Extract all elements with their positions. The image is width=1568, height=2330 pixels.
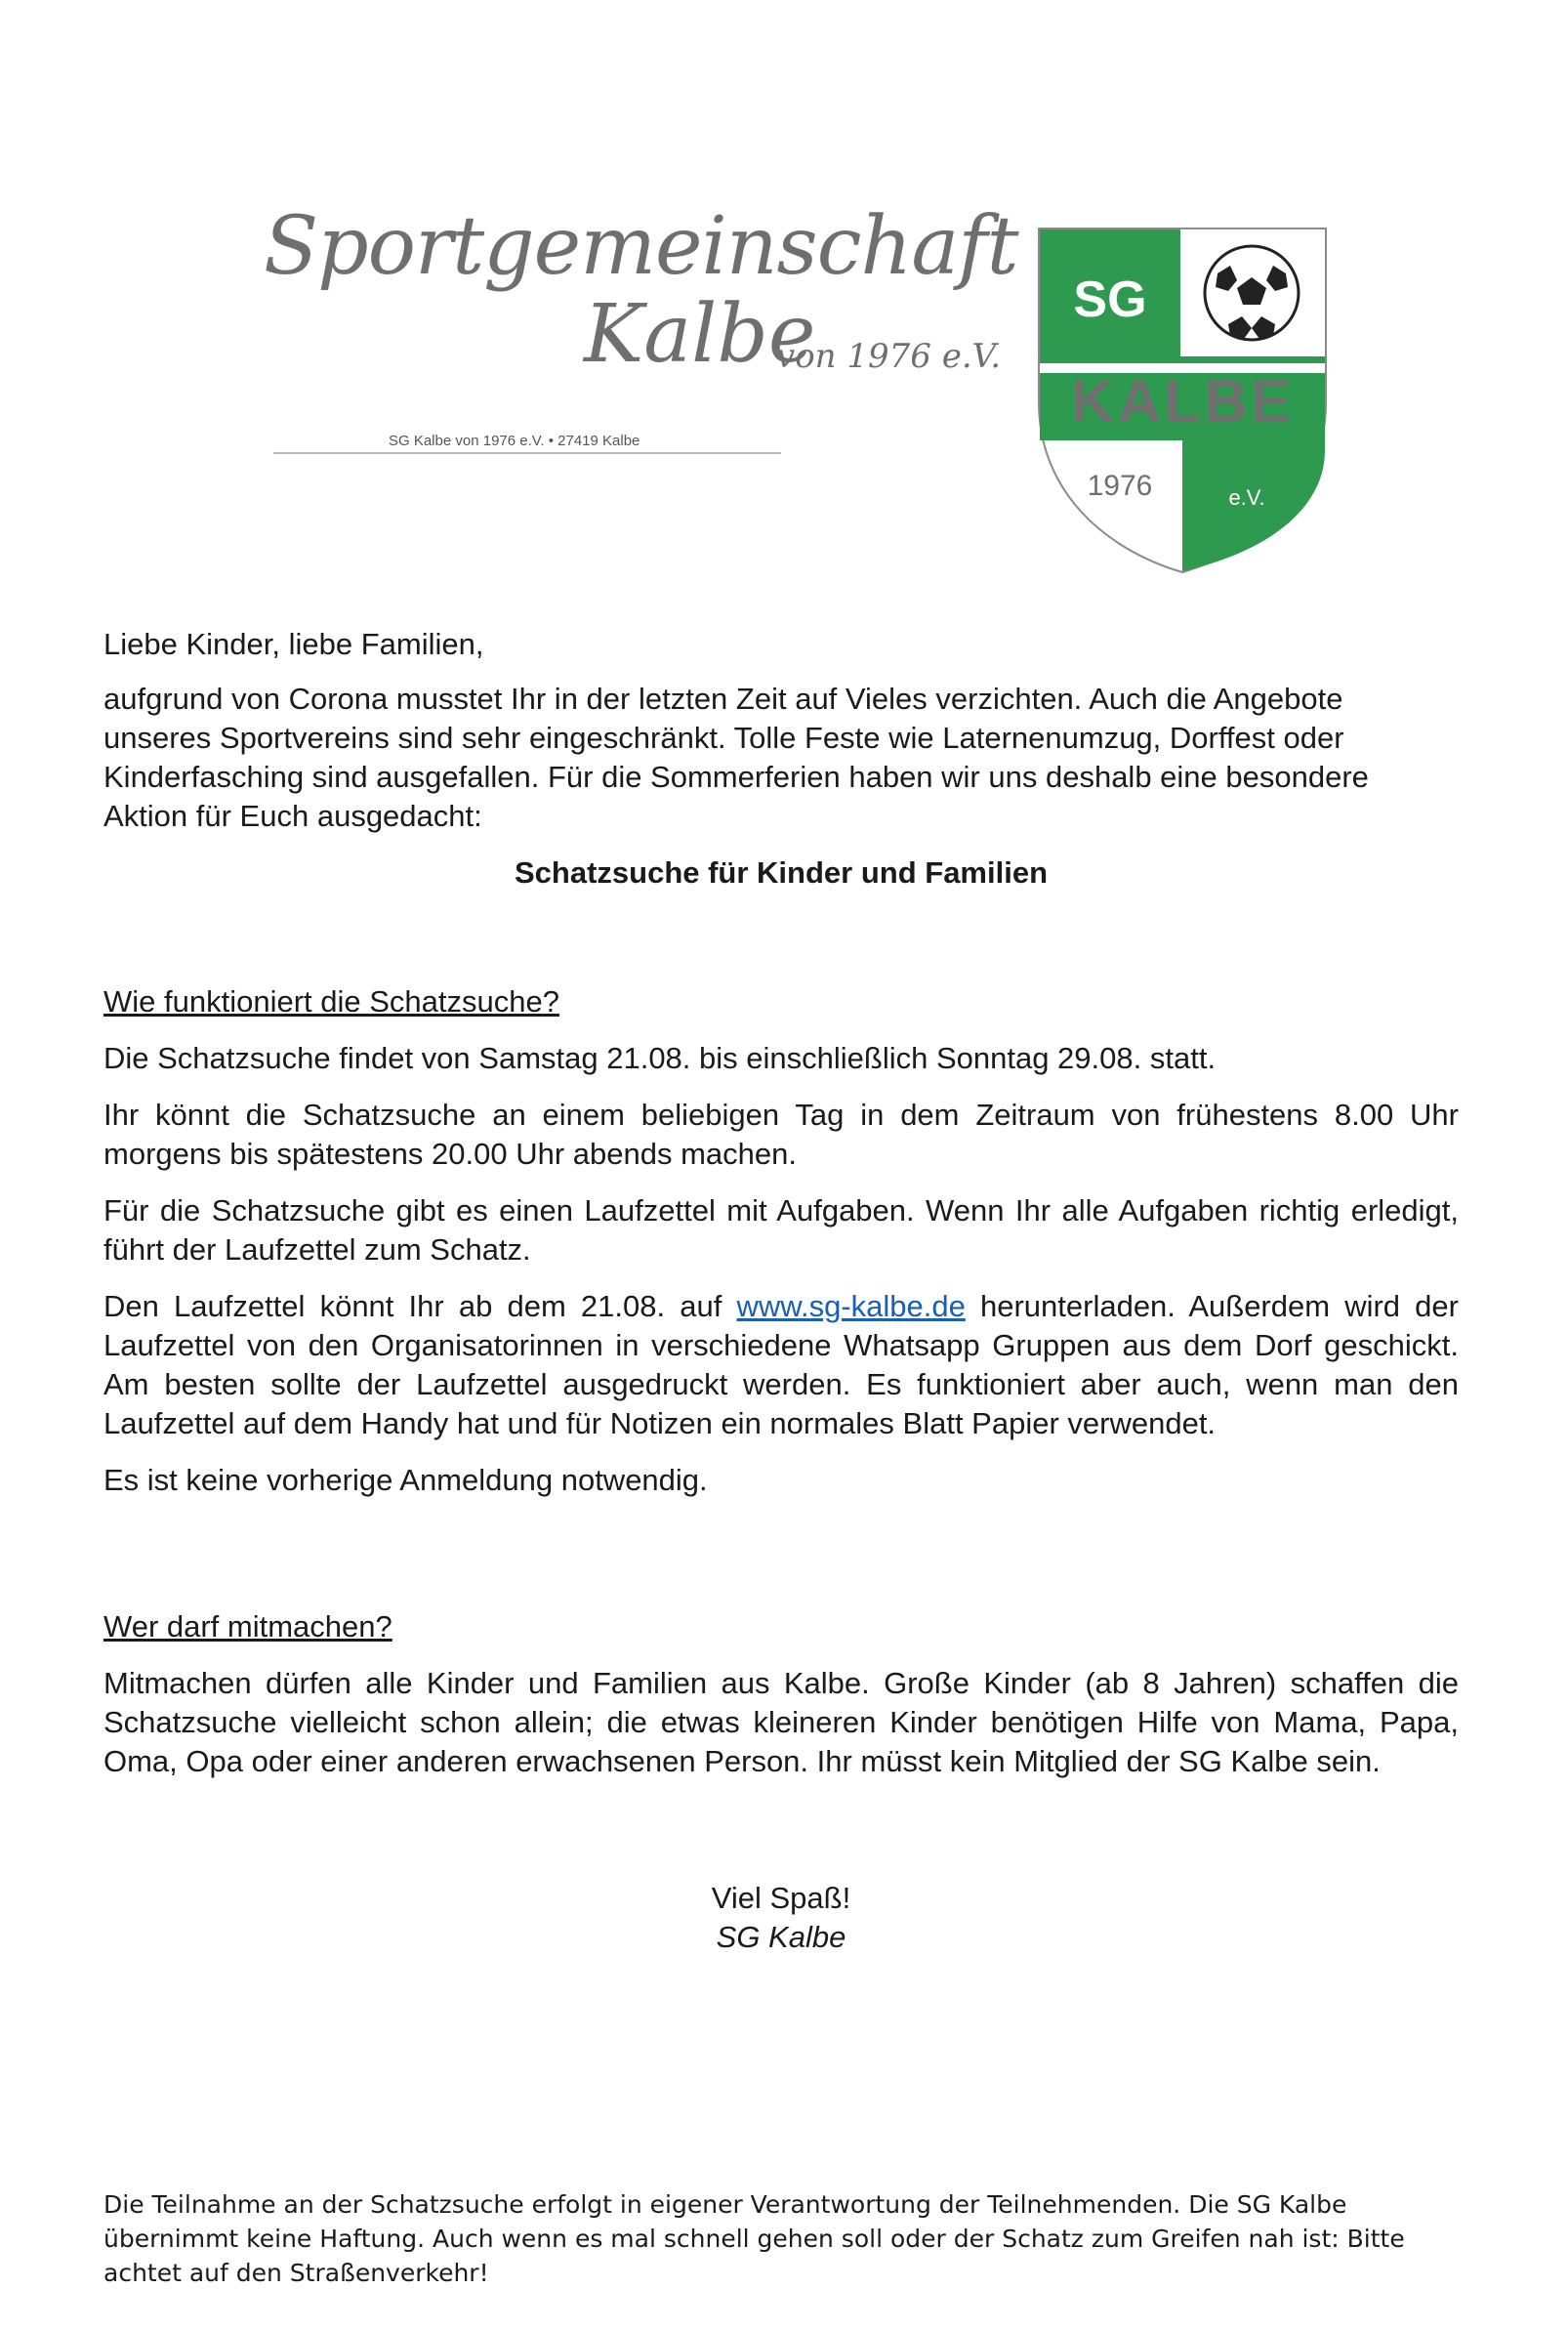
disclaimer-footer: Die Teilnahme an der Schatzsuche erfolgt in eigener Verantwortung der Teilnehmenden. Die SG Kalbe übernimmt keine Haftung. Auch wenn es mal schnell gehen soll oder der Schatz zum Greifen nah ist: Bitte achtet auf den Straßenverkehr!	[103, 2190, 1405, 2287]
letterhead-address: SG Kalbe von 1976 e.V. • 27419 Kalbe	[389, 433, 640, 449]
club-crest-logo	[1037, 227, 1328, 574]
brand-name-line2: Kalbe	[584, 288, 816, 381]
section-how-tasks: Für die Schatzsuche gibt es einen Laufzettel mit Aufgaben. Wenn Ihr alle Aufgaben richtig erledigt, führt der Laufzettel zum Schatz.	[103, 1193, 1459, 1267]
section-how-heading: Wie funktioniert die Schatzsuche?	[103, 984, 559, 1019]
section-how-dates: Die Schatzsuche findet von Samstag 21.08. bis einschließlich Sonntag 29.08. statt.	[103, 1041, 1217, 1075]
signoff	[103, 1879, 1459, 1957]
event-headline: Schatzsuche für Kinder und Familien	[514, 855, 1049, 890]
closing-text: Viel Spaß!	[711, 1881, 851, 1915]
letterhead-divider	[273, 452, 781, 454]
letterhead-brand	[264, 200, 1018, 464]
crest-suffix: e.V.	[1228, 485, 1265, 510]
download-text-before: Den Laufzettel könnt Ihr ab dem 21.08. auf	[103, 1289, 737, 1323]
crest-svg	[1037, 227, 1328, 574]
football-icon	[1205, 246, 1299, 340]
section-who-paragraph: Mitmachen dürfen alle Kinder und Familien aus Kalbe. Große Kinder (ab 8 Jahren) schaffen die Schatzsuche vielleicht schon allein; die etwas kleineren Kinder benötigen Hilfe von Mama, Papa, Oma, Opa oder einer anderen erwachsenen Person. Ihr müsst kein Mitglied der SG Kalbe sein.	[103, 1666, 1459, 1778]
intro-paragraph: aufgrund von Corona musstet Ihr in der letzten Zeit auf Vieles verzichten. Auch die Angebote unseres Sportvereins sind sehr eingeschränkt. Tolle Feste wie Laternenumzug, Dorffest oder Kinderfasching sind ausgefallen. Für die Sommerferien haben wir uns deshalb eine besondere Aktion für Euch ausgedacht:	[103, 682, 1369, 833]
section-how-download	[103, 1287, 1459, 1443]
greeting: Liebe Kinder, liebe Familien,	[103, 627, 484, 661]
crest-top-text: SG	[1073, 271, 1147, 328]
section-spacer	[103, 1518, 1459, 1607]
website-link[interactable]: www.sg-kalbe.de	[736, 1289, 966, 1323]
signature: SG Kalbe	[716, 1920, 846, 1954]
letter-body	[103, 625, 1459, 1957]
brand-name-line1: Sportgemeinschaft	[264, 200, 1018, 293]
crest-year: 1976	[1087, 470, 1153, 502]
download-text-after: herunterladen. Außerdem wird der Laufzettel von den Organisatorinnen in verschiedene Whatsapp Gruppen aus dem Dorf geschickt. Am besten sollte der Laufzettel ausgedruckt werden. Es funktioniert aber auch, wenn man den Laufzettel auf dem Handy hat und für Notizen ein normales Blatt Papier verwendet.	[103, 1289, 1459, 1440]
crest-middle-text: KALBE	[1070, 368, 1295, 436]
brand-since: von 1976 e.V.	[776, 337, 1002, 376]
section-how-times: Ihr könnt die Schatzsuche an einem beliebigen Tag in dem Zeitraum von frühestens 8.00 Uhr morgens bis spätestens 20.00 Uhr abends machen.	[103, 1098, 1459, 1171]
section-who-heading: Wer darf mitmachen?	[103, 1609, 392, 1643]
section-how-registration: Es ist keine vorherige Anmeldung notwendig.	[103, 1463, 708, 1497]
